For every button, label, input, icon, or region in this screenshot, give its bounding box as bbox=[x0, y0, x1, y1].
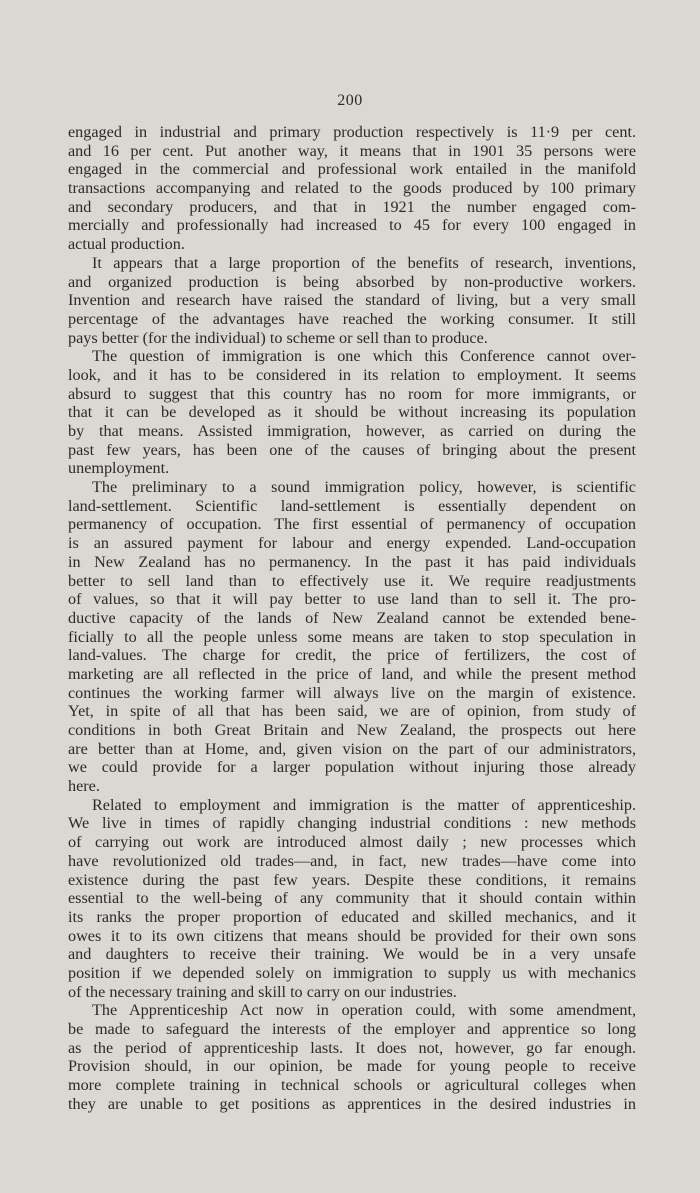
text-line: they are unable to get positions as apprentices in the desired industries in bbox=[68, 1094, 636, 1113]
text-line: absurd to suggest that this country has no room for more immigrants, or bbox=[68, 384, 636, 403]
text-line: is an assured payment for labour and energy expended. Land-occupation bbox=[68, 534, 636, 553]
text-line: Related to employment and immigration is the matter of apprenticeship. bbox=[92, 795, 636, 814]
text-line: actual production. bbox=[68, 235, 185, 254]
text-line: and organized production is being absorbed by non-productive workers. bbox=[68, 272, 636, 291]
text-line: engaged in industrial and primary production respectively is 11·9 per cent. bbox=[68, 123, 636, 141]
text-line: mercially and professionally had increased to 45 for every 100 engaged in bbox=[68, 216, 636, 235]
text-line: marketing are all reflected in the price of land, and while the present method bbox=[68, 664, 636, 683]
paragraph bbox=[68, 254, 636, 347]
text-line: The question of immigration is one which this Conference cannot over- bbox=[92, 347, 636, 366]
text-line: We live in times of rapidly changing industrial conditions : new methods bbox=[68, 814, 636, 833]
text-line: ductive capacity of the lands of New Zealand cannot be extended bene- bbox=[68, 608, 636, 627]
text-line: essential to the well-being of any community that it should contain within bbox=[68, 889, 636, 908]
text-line: of values, so that it will pay better to use land than to sell it. The pro- bbox=[68, 590, 636, 609]
text-line: by that means. Assisted immigration, however, as carried on during the bbox=[68, 422, 636, 440]
text-line: here. bbox=[68, 777, 100, 796]
text-line: existence during the past few years. Despite these conditions, it remains bbox=[68, 870, 636, 889]
text-line: pays better (for the individual) to scheme or sell than to produce. bbox=[68, 328, 488, 347]
paragraph bbox=[68, 478, 636, 796]
text-line: Invention and research have raised the standard of living, but a very small bbox=[68, 291, 636, 310]
paragraph bbox=[68, 1001, 636, 1113]
text-line: of carrying out work are introduced almost daily ; new processes which bbox=[68, 833, 636, 852]
text-line: Provision should, in our opinion, be made for young people to receive bbox=[68, 1057, 636, 1076]
text-line: engaged in the commercial and professional work entailed in the manifold bbox=[68, 160, 636, 179]
text-line: of the necessary training and skill to carry on our industries. bbox=[68, 982, 457, 1001]
text-line: and daughters to receive their training. We would be in a very unsafe bbox=[68, 945, 636, 964]
text-line: land-values. The charge for credit, the price of fertilizers, the cost of bbox=[68, 646, 636, 665]
text-line: in New Zealand has no permanency. In the past it has paid individuals bbox=[68, 552, 636, 571]
text-line: that it can be developed as it should be without increasing its population bbox=[68, 403, 636, 422]
text-line: permanency of occupation. The first essential of permanency of occupation bbox=[68, 515, 636, 534]
text-line: and secondary producers, and that in 1921 the number engaged com- bbox=[68, 197, 636, 216]
text-line: The Apprenticeship Act now in operation could, with some amendment, bbox=[92, 1001, 636, 1020]
text-line: and 16 per cent. Put another way, it means that in 1901 35 persons were bbox=[68, 141, 636, 160]
text-line: percentage of the advantages have reached the working consumer. It still bbox=[68, 309, 636, 328]
text-line: we could provide for a larger population without injuring those already bbox=[68, 758, 636, 777]
text-line: ficially to all the people unless some means are taken to stop speculation in bbox=[68, 627, 636, 646]
text-line: land-settlement. Scientific land-settlement is essentially dependent on bbox=[68, 496, 636, 515]
text-line: as the period of apprenticeship lasts. It does not, however, go far enough. bbox=[68, 1038, 636, 1057]
text-line: are better than at Home, and, given vision on the part of our administrators, bbox=[68, 739, 636, 758]
text-line: have revolutionized old trades—and, in fact, new trades—have come into bbox=[68, 851, 636, 870]
text-line: Yet, in spite of all that has been said, we are of opinion, from study of bbox=[68, 702, 636, 721]
text-line: continues the working farmer will always live on the margin of existence. bbox=[68, 683, 636, 702]
text-line: past few years, has been one of the causes of bringing about the present bbox=[68, 440, 636, 459]
text-line: its ranks the proper proportion of educated and skilled mechanics, and it bbox=[68, 907, 636, 926]
text-line: It appears that a large proportion of the benefits of research, inventions, bbox=[92, 253, 636, 272]
text-line: The preliminary to a sound immigration policy, however, is scientific bbox=[92, 478, 636, 497]
paragraph bbox=[68, 347, 636, 478]
text-line: look, and it has to be considered in its relation to employment. It seems bbox=[68, 365, 636, 384]
text-line: transactions accompanying and related to the goods produced by 100 primary bbox=[68, 179, 636, 198]
page-number: 200 bbox=[337, 92, 363, 109]
paragraph bbox=[68, 123, 636, 254]
text-line: be made to safeguard the interests of the employer and apprentice so long bbox=[68, 1020, 636, 1038]
text-line: owes it to its own citizens that means should be provided for their own sons bbox=[68, 926, 636, 945]
body-text bbox=[68, 123, 636, 1113]
text-line: better to sell land than to effectively use it. We require readjustments bbox=[68, 571, 636, 590]
text-line: conditions in both Great Britain and New Zealand, the prospects out here bbox=[68, 721, 636, 739]
paragraph bbox=[68, 796, 636, 1002]
text-line: position if we depended solely on immigration to supply us with mechanics bbox=[68, 963, 636, 982]
text-line: more complete training in technical schools or agricultural colleges when bbox=[68, 1076, 636, 1095]
text-line: unemployment. bbox=[68, 459, 170, 478]
